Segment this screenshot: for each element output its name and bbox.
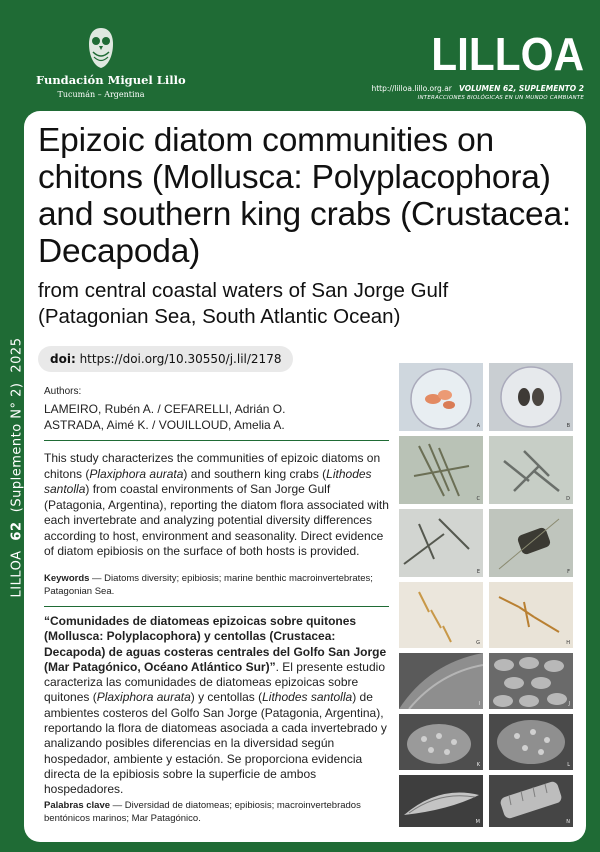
side-journal: LILLOA <box>9 550 25 598</box>
authors-label: Authors: <box>44 386 82 397</box>
side-supplement: (Suplemento N° 2) <box>9 382 25 513</box>
photo-diatoms-lm-6: H <box>489 582 573 648</box>
resumen-title: “Comunidades de diatomeas epizoicas sobre quitones (Mollusca: Polyplacophora) y centollas (Crustacea: Decapoda) de aguas costeras centrales del Golfo San Jorge (Mar Patagónico, Océano Atlántico Sur)” <box>44 614 387 674</box>
authors-line-2: ASTRADA, Aimé K. / VOUILLOUD, Amelia A. <box>44 417 285 432</box>
header <box>0 0 600 110</box>
palabras-clave <box>44 799 390 825</box>
tagline: INTERACCIONES BIOLÓGICAS EN UN MUNDO CAMBIANTE <box>417 95 584 101</box>
journal-name: LILLOA <box>431 28 584 80</box>
photo-diatoms-lm-1: C <box>399 436 483 504</box>
owl-logo-icon <box>86 26 116 70</box>
keywords <box>44 572 390 598</box>
doi-label: doi: <box>50 352 76 366</box>
photo-diatoms-lm-3: E <box>399 509 483 577</box>
abstract: This study characterizes the communities of epizoic diatoms on chitons (Plaxiphora aurata) and southern king crabs (Lithodes santolla) from coastal environments of San Jorge Gulf (Patagonia, Argentina), reporting the diatom flora associated with each invertebrate and analyzing potential diversity differences according to host, environment and seasonality. Direct evidence of diatom epibiosis on the surface of both hosts is provided. <box>44 451 389 558</box>
org-name: Fundación Miguel Lillo <box>36 73 186 87</box>
photo-sem-6: N <box>489 775 573 827</box>
journal-line <box>371 84 584 93</box>
photo-diatoms-lm-2: D <box>489 436 573 504</box>
divider <box>44 606 389 607</box>
org-location: Tucumán – Argentina <box>57 90 145 99</box>
photo-diatoms-lm-4: F <box>489 509 573 577</box>
volume-label: VOLUMEN 62, SUPLEMENTO 2 <box>459 84 584 93</box>
divider <box>44 440 389 441</box>
authors <box>44 402 390 433</box>
palabras-text: — Diversidad de diatomeas; epibiosis; macroinvertebrados bentónicos marinos; Mar Patagónico. <box>44 800 361 824</box>
side-strip <box>10 338 25 598</box>
article-title: Epizoic diatom communities on chitons (Mollusca: Polyplacophora) and southern king crabs (Crustacea: Decapoda) <box>38 122 572 270</box>
resumen: “Comunidades de diatomeas epizoicas sobre quitones (Mollusca: Polyplacophora) y centollas (Crustacea: Decapoda) de aguas costeras centrales del Golfo San Jorge (Mar Patagónico, Océano Atlántico Sur)”. El presente estudio caracteriza las comunidades de diatomeas epizoicas sobre quitones (Plaxiphora aurata) y centollas (Lithodes santolla) de ambientes costeros del Golfo San Jorge (Patagonia, Argentina), reportando la flora de diatomeas asociada a cada invertebrado y analizando posibles diferencias en la diversidad según hospedador, ambiente y estación. Se proporciona evidencia directa de la epibiosis sobre la superficie de ambos hospedadores. <box>44 614 387 797</box>
article-subtitle: from central coastal waters of San Jorge Gulf (Patagonian Sea, South Atlantic Ocean) <box>38 279 449 328</box>
photo-sem-3: K <box>399 714 483 770</box>
photo-crabs-dish: B <box>489 363 573 431</box>
keywords-label: Keywords <box>44 573 90 584</box>
photo-sem-5: M <box>399 775 483 827</box>
side-volume: 62 <box>9 521 25 541</box>
photo-sem-2: J <box>489 653 573 709</box>
doi-badge[interactable] <box>38 346 293 372</box>
keywords-text: — Diatoms diversity; epibiosis; marine benthic macroinvertebrates; Patagonian Sea. <box>44 573 373 597</box>
authors-line-1: LAMEIRO, Rubén A. / CEFARELLI, Adrián O. <box>44 402 286 416</box>
side-year: 2025 <box>9 337 25 373</box>
photo-sem-1: I <box>399 653 483 709</box>
photo-diatoms-lm-5: G <box>399 582 483 648</box>
photo-sem-4: L <box>489 714 573 770</box>
palabras-label: Palabras clave <box>44 800 111 811</box>
doi-link[interactable]: https://doi.org/10.30550/j.lil/2178 <box>79 352 282 366</box>
journal-url[interactable]: http://lilloa.lillo.org.ar <box>371 84 452 93</box>
photo-chitons-dish: A <box>399 363 483 431</box>
